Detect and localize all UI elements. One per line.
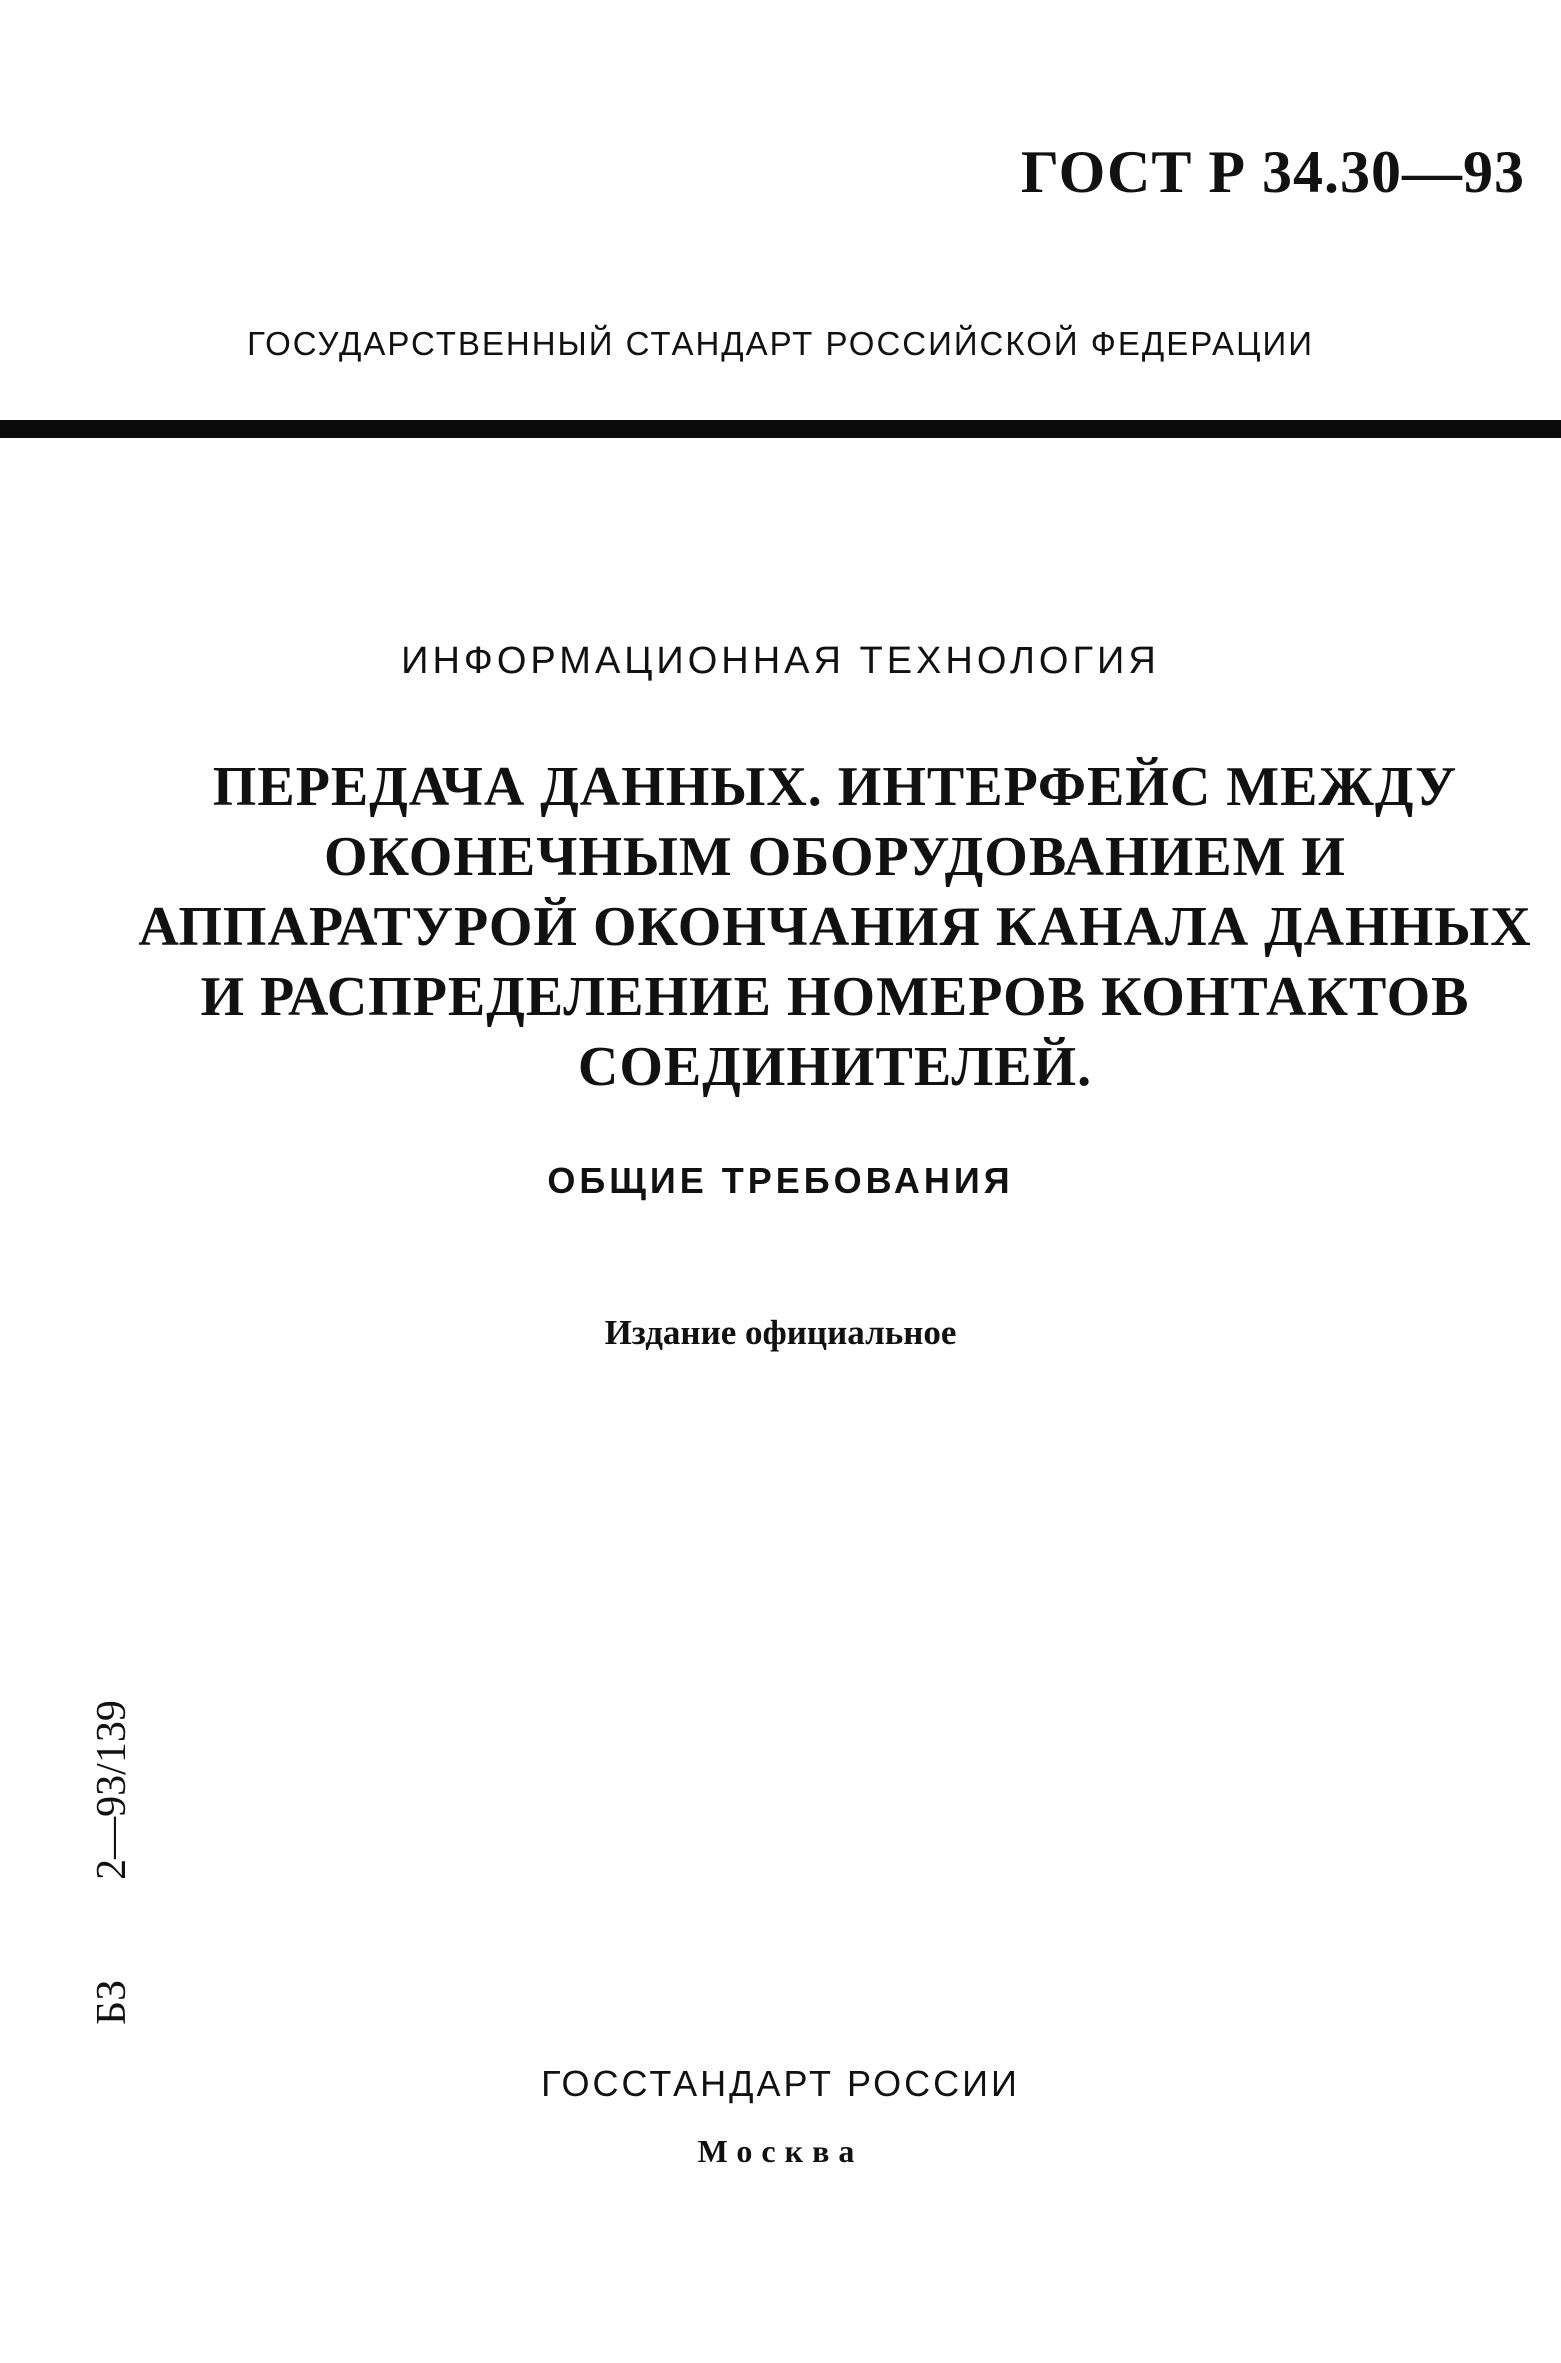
standard-type-heading: ГОСУДАРСТВЕННЫЙ СТАНДАРТ РОССИЙСКОЙ ФЕДЕРАЦИИ	[247, 325, 1314, 362]
title-line: И РАСПРЕДЕЛЕНИЕ НОМЕРОВ КОНТАКТОВ	[200, 966, 1470, 1028]
title-line: ПЕРЕДАЧА ДАННЫХ. ИНТЕРФЕЙС МЕЖДУ	[212, 756, 1458, 818]
title-line: АППАРАТУРОЙ ОКОНЧАНИЯ КАНАЛА ДАННЫХ	[138, 896, 1532, 958]
publication-city: Москва	[697, 2133, 864, 2169]
document-subtitle: ОБЩИЕ ТРЕБОВАНИЯ	[547, 1160, 1014, 1201]
subject-area-heading: ИНФОРМАЦИОННАЯ ТЕХНОЛОГИЯ	[401, 640, 1160, 682]
standard-designation: ГОСТ Р 34.30—93	[1020, 139, 1525, 205]
publisher-name: ГОССТАНДАРТ РОССИИ	[541, 2063, 1020, 2104]
catalog-code-number: 2—93/139	[89, 1700, 135, 1880]
catalog-code-vertical	[88, 1700, 136, 2025]
title-line: ОКОНЕЧНЫМ ОБОРУДОВАНИЕМ И	[324, 826, 1346, 888]
heading-divider-rule	[0, 420, 1561, 438]
catalog-code-prefix: БЗ	[89, 1979, 135, 2025]
edition-note: Издание официальное	[604, 1313, 957, 1352]
document-title	[130, 752, 1540, 1102]
title-line: СОЕДИНИТЕЛЕЙ.	[577, 1036, 1093, 1098]
